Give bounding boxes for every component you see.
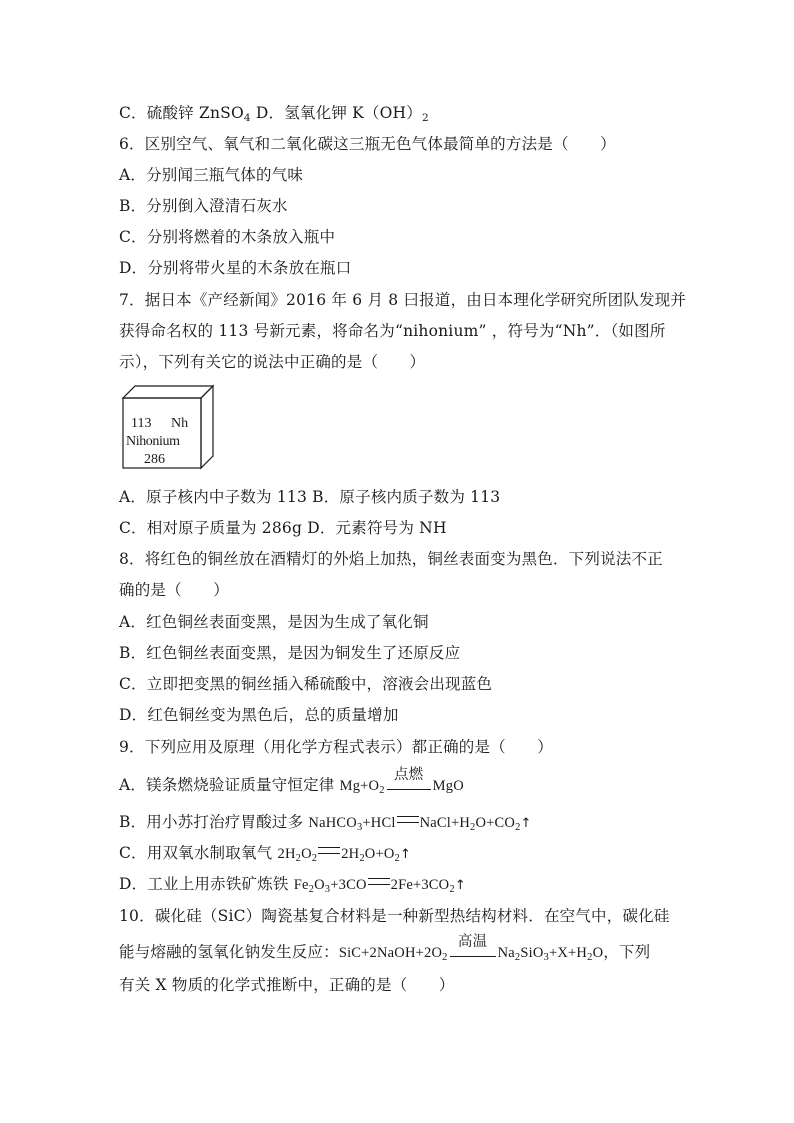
q9-option-b — [119, 812, 532, 838]
q7-options-cd: C．相对原子质量为 286g D．元素符号为 NH — [119, 519, 447, 537]
gas-arrow-icon: ↑ — [454, 878, 466, 893]
reaction-condition — [385, 767, 433, 801]
option-d-text: D．氢氧化钾 K（OH） — [250, 104, 422, 122]
question-8-line1: 8．将红色的铜丝放在酒精灯的外焰上加热，铜丝表面变为黑色．下列说法不正 — [119, 550, 663, 568]
q9b-text: B．用小苏打治疗胃酸过多 — [119, 813, 309, 831]
subscript: 2 — [449, 884, 455, 895]
q9-option-d — [119, 874, 466, 900]
subscript: 3 — [543, 952, 549, 963]
q9-option-c — [119, 843, 411, 869]
subscript: 2 — [308, 884, 315, 895]
subscript: 4 — [243, 112, 251, 124]
condition-text: 高温 — [457, 934, 488, 950]
subscript: 2 — [311, 853, 318, 864]
subscript: 2 — [394, 853, 400, 864]
question-10-line2 — [119, 934, 651, 968]
q10-text: 能与熔融的氢氧化钠发生反应： — [119, 943, 339, 961]
subscript: 2 — [379, 785, 385, 796]
subscript: 2 — [470, 822, 476, 833]
condition-bar — [450, 956, 496, 966]
q10-tail: ，下列 — [603, 943, 651, 961]
question-10-line3: 有关 X 物质的化学式推断中，正确的是（ ） — [119, 976, 455, 994]
q10-formula: $SiC+2NaOH+2O_2$ 高温 $Na_2SiO_3+X+H_2O$ — [339, 945, 603, 961]
equals-sign — [318, 847, 340, 854]
subscript: 2 — [587, 952, 593, 963]
condition-bar — [387, 789, 431, 799]
q9d-formula: $Fe_2O_3+3CO$ $2Fe+3CO_2↑$ — [293, 877, 466, 895]
q6-option-d: D．分别将带火星的木条放在瓶口 — [119, 259, 352, 277]
question-7-line1: 7．据日本《产经新闻》2016 年 6 月 8 曰报道，由日本理化学研究所团队发现并 — [119, 291, 687, 309]
q9d-text: D．工业上用赤铁矿炼铁 — [119, 875, 294, 893]
q6-option-a: A．分别闻三瓶气体的气味 — [119, 166, 304, 184]
subscript: 2 — [359, 853, 365, 864]
subscript: 2 — [295, 853, 302, 864]
question-6: 6．区别空气、氧气和二氧化碳这三瓶无色气体最简单的方法是（ ） — [119, 135, 616, 153]
element-symbol: Nh — [171, 416, 189, 431]
q9a-formula: $Mg+O_2$ 点燃 MgO — [340, 778, 464, 794]
q6-option-b: B．分别倒入澄清石灰水 — [119, 197, 288, 215]
question-9: 9．下列应用及原理（用化学方程式表示）都正确的是（ ） — [119, 738, 553, 756]
q9c-text: C．用双氧水制取氧气 — [119, 844, 278, 862]
q8-option-c: C．立即把变黑的铜丝插入稀硫酸中，溶液会出现蓝色 — [119, 675, 493, 693]
question-7-line2: 获得命名权的 113 号新元素，将命名为“nihonium” ，符号为“Nh”．（如图所 — [119, 322, 666, 340]
element-name: Nihonium — [126, 434, 180, 449]
reaction-condition — [448, 934, 498, 968]
subscript: 2 — [442, 952, 448, 963]
q9a-text: A．镁条燃烧验证质量守恒定律 — [119, 776, 340, 794]
gas-arrow-icon: ↑ — [399, 847, 412, 862]
element-mass: 286 — [144, 452, 165, 467]
subscript: 3 — [356, 822, 363, 833]
option-c-text: C．硫酸锌 ZnSO — [119, 104, 244, 122]
q8-option-a: A．红色铜丝表面变黑，是因为生成了氧化铜 — [119, 613, 429, 631]
gas-arrow-icon: ↑ — [520, 816, 532, 831]
q9-option-a — [119, 767, 464, 801]
q5-options-cd — [119, 103, 429, 128]
question-7-line3: 示），下列有关它的说法中正确的是（ ） — [119, 353, 426, 371]
q7-options-ab: A．原子核内中子数为 113 B．原子核内质子数为 113 — [119, 488, 501, 506]
q6-option-c: C．分别将燃着的木条放入瓶中 — [119, 228, 336, 246]
q8-option-b: B．红色铜丝表面变黑，是因为铜发生了还原反应 — [119, 644, 461, 662]
cube-top-face — [123, 386, 213, 398]
q8-option-d: D．红色铜丝变为黑色后，总的质量增加 — [119, 706, 399, 724]
question-10-line1: 10．碳化硅（SiC）陶瓷基复合材料是一种新型热结构材料．在空气中，碳化硅 — [119, 907, 670, 925]
condition-text: 点燃 — [393, 767, 424, 783]
equals-sign — [397, 816, 419, 823]
element-number: 113 — [131, 416, 152, 431]
subscript: 2 — [421, 112, 429, 124]
subscript: 2 — [515, 822, 521, 833]
q9c-formula: $2H_2O_2$ $2H_2O+O_2↑$ — [277, 846, 412, 864]
q9b-formula: NaHCO$_3$+HCl $NaCl+H_2O+CO_2↑$ — [308, 815, 532, 833]
equals-sign — [368, 878, 390, 885]
subscript: 3 — [324, 884, 331, 895]
subscript: 2 — [514, 952, 521, 963]
cube-side-face — [201, 386, 213, 468]
element-cube-figure — [119, 380, 219, 475]
question-8-line2: 确的是（ ） — [119, 581, 229, 599]
